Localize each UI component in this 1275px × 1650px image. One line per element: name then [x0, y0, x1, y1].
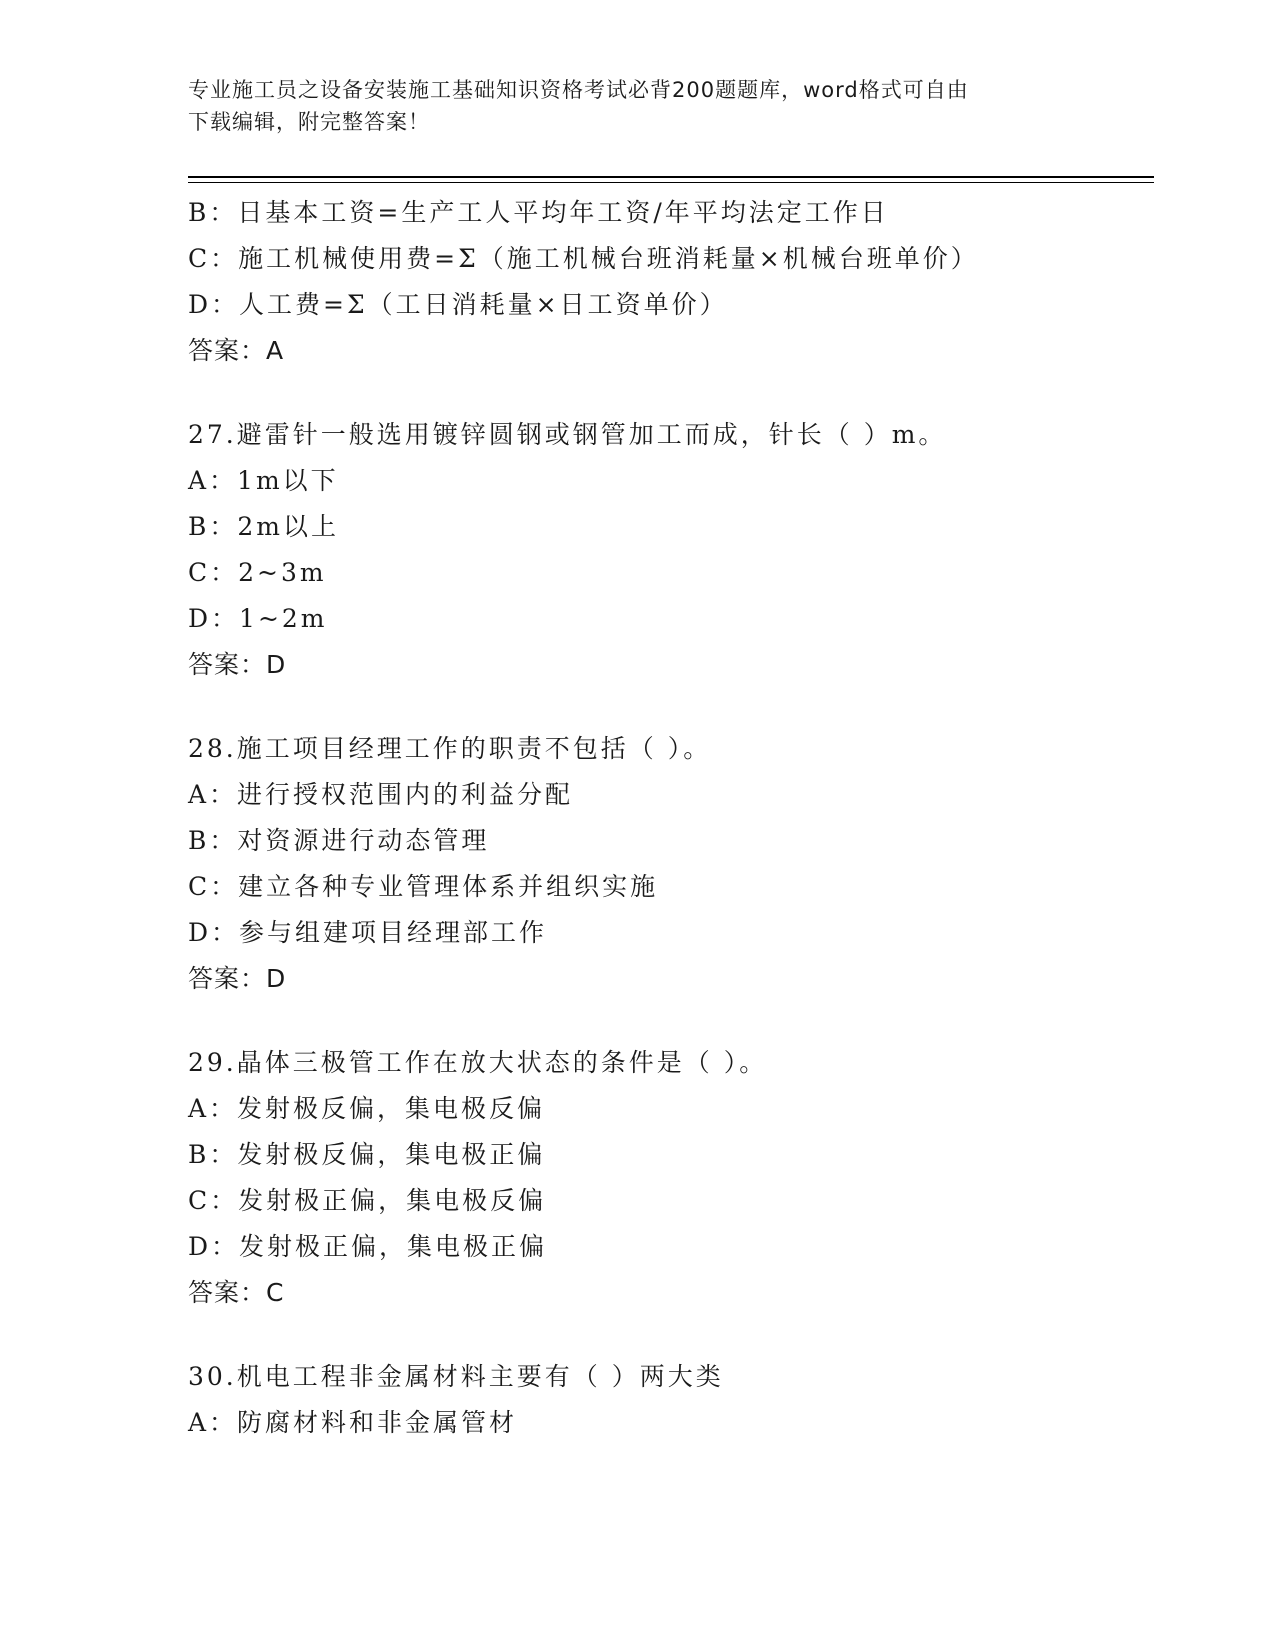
question-list: [188, 190, 1154, 1446]
header-line-1: 专业施工员之设备安装施工基础知识资格考试必背200题题库，word格式可自由: [188, 78, 969, 102]
option-b: B：日基本工资=生产工人平均年工资/年平均法定工作日: [188, 198, 889, 227]
option-c: C：发射极正偏，集电极反偏: [188, 1186, 547, 1215]
answer-line: 答案：C: [188, 1278, 285, 1307]
question-26-continued: [188, 190, 1154, 374]
question-stem: 27.避雷针一般选用镀锌圆钢或钢管加工而成，针长（ ）m。: [188, 420, 947, 449]
option-d: D：参与组建项目经理部工作: [188, 918, 548, 947]
option-c: C：2~3m: [188, 558, 327, 587]
option-a: A：1m以下: [188, 466, 339, 495]
question-27: [188, 412, 1154, 688]
option-b: B：对资源进行动态管理: [188, 826, 490, 855]
option-a: A：防腐材料和非金属管材: [188, 1408, 518, 1437]
question-stem: 29.晶体三极管工作在放大状态的条件是（ ）。: [188, 1048, 768, 1077]
question-29: [188, 1040, 1154, 1316]
spacer: [188, 1316, 1154, 1354]
option-b: B：发射极反偏，集电极正偏: [188, 1140, 546, 1169]
question-stem: 28.施工项目经理工作的职责不包括（ ）。: [188, 734, 712, 763]
header-divider-thick: [188, 176, 1154, 178]
option-b: B：2m以上: [188, 512, 339, 541]
answer-line: 答案：A: [188, 336, 285, 365]
header-divider-thin: [188, 182, 1154, 183]
spacer: [188, 374, 1154, 412]
spacer: [188, 1002, 1154, 1040]
question-stem: 30.机电工程非金属材料主要有（ ）两大类: [188, 1362, 724, 1391]
option-c: C：建立各种专业管理体系并组织实施: [188, 872, 659, 901]
spacer: [188, 688, 1154, 726]
option-c: C：施工机械使用费=Σ（施工机械台班消耗量×机械台班单价）: [188, 244, 979, 273]
option-a: A：进行授权范围内的利益分配: [188, 780, 574, 809]
question-28: [188, 726, 1154, 1002]
header-line-2: 下载编辑，附完整答案！: [188, 110, 430, 134]
option-a: A：发射极反偏，集电极反偏: [188, 1094, 546, 1123]
answer-line: 答案：D: [188, 650, 287, 679]
question-30: [188, 1354, 1154, 1446]
answer-line: 答案：D: [188, 964, 287, 993]
document-header: [188, 74, 1068, 138]
option-d: D：1~2m: [188, 604, 328, 633]
option-d: D：人工费=Σ（工日消耗量×日工资单价）: [188, 290, 728, 319]
option-d: D：发射极正偏，集电极正偏: [188, 1232, 548, 1261]
